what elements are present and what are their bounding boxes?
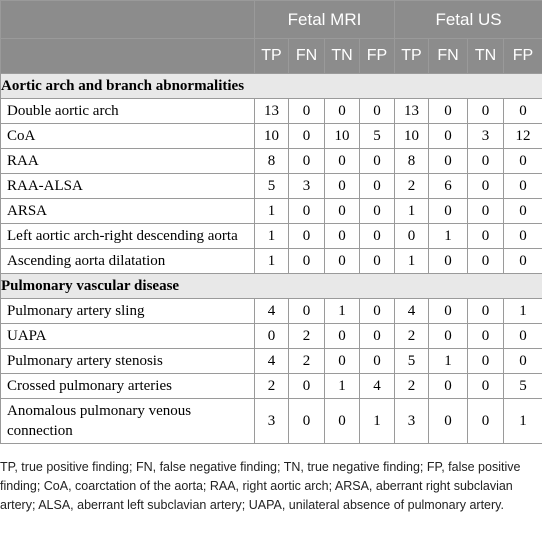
table-cell: 0 bbox=[395, 224, 429, 249]
table-cell: 3 bbox=[289, 174, 325, 199]
table-cell: 0 bbox=[429, 99, 468, 124]
table-cell: 1 bbox=[395, 249, 429, 274]
table-cell: 0 bbox=[504, 99, 542, 124]
table-cell: 0 bbox=[468, 349, 504, 374]
row-label: Anomalous pulmonary venous connection bbox=[1, 399, 255, 444]
table-row bbox=[1, 249, 542, 274]
table-cell: 10 bbox=[325, 124, 360, 149]
table-cell: 2 bbox=[289, 324, 325, 349]
sub-header-us-tn: TN bbox=[468, 39, 504, 74]
table-cell: 4 bbox=[255, 349, 289, 374]
table-row bbox=[1, 374, 542, 399]
table-cell: 0 bbox=[289, 199, 325, 224]
table-cell: 8 bbox=[395, 149, 429, 174]
table-cell: 0 bbox=[289, 399, 325, 444]
table-cell: 0 bbox=[360, 149, 395, 174]
row-label: Pulmonary artery stenosis bbox=[1, 349, 255, 374]
sub-header-us-fn: FN bbox=[429, 39, 468, 74]
table-row bbox=[1, 399, 542, 444]
row-label: Ascending aorta dilatation bbox=[1, 249, 255, 274]
table-cell: 0 bbox=[468, 149, 504, 174]
table-cell: 0 bbox=[360, 349, 395, 374]
table-cell: 0 bbox=[289, 374, 325, 399]
table-cell: 13 bbox=[395, 99, 429, 124]
row-label: Left aortic arch-right descending aorta bbox=[1, 224, 255, 249]
section-title: Pulmonary vascular disease bbox=[1, 274, 542, 299]
table-cell: 0 bbox=[325, 224, 360, 249]
table-cell: 0 bbox=[504, 199, 542, 224]
table-cell: 0 bbox=[468, 99, 504, 124]
table-cell: 1 bbox=[255, 249, 289, 274]
table-cell: 12 bbox=[504, 124, 542, 149]
table-cell: 0 bbox=[504, 224, 542, 249]
table-cell: 0 bbox=[468, 324, 504, 349]
row-label: Double aortic arch bbox=[1, 99, 255, 124]
table-cell: 1 bbox=[255, 199, 289, 224]
table-cell: 0 bbox=[325, 174, 360, 199]
row-label: RAA-ALSA bbox=[1, 174, 255, 199]
table-cell: 1 bbox=[325, 374, 360, 399]
sub-header-us-fp: FP bbox=[504, 39, 542, 74]
table-row bbox=[1, 349, 542, 374]
table-cell: 0 bbox=[429, 249, 468, 274]
table-cell: 0 bbox=[360, 249, 395, 274]
table-cell: 0 bbox=[468, 249, 504, 274]
table-cell: 0 bbox=[429, 324, 468, 349]
table-row bbox=[1, 224, 542, 249]
table-cell: 0 bbox=[504, 149, 542, 174]
sub-header-mri-fp: FP bbox=[360, 39, 395, 74]
table-cell: 0 bbox=[429, 299, 468, 324]
table-row bbox=[1, 149, 542, 174]
table-cell: 0 bbox=[325, 249, 360, 274]
table-cell: 4 bbox=[255, 299, 289, 324]
table-cell: 2 bbox=[395, 374, 429, 399]
table-cell: 0 bbox=[504, 349, 542, 374]
table-cell: 0 bbox=[360, 199, 395, 224]
table-cell: 0 bbox=[360, 324, 395, 349]
table-cell: 5 bbox=[395, 349, 429, 374]
table-cell: 0 bbox=[289, 299, 325, 324]
row-label: CoA bbox=[1, 124, 255, 149]
table-cell: 5 bbox=[504, 374, 542, 399]
section-title: Aortic arch and branch abnormalities bbox=[1, 74, 542, 99]
table-cell: 0 bbox=[360, 224, 395, 249]
table-row bbox=[1, 99, 542, 124]
table-cell: 0 bbox=[325, 324, 360, 349]
table-cell: 0 bbox=[429, 399, 468, 444]
table-row bbox=[1, 124, 542, 149]
table-cell: 0 bbox=[468, 224, 504, 249]
table-cell: 0 bbox=[429, 124, 468, 149]
table-cell: 1 bbox=[504, 299, 542, 324]
header-blank-cell bbox=[1, 39, 255, 74]
header-blank-cell bbox=[1, 1, 255, 39]
table-cell: 1 bbox=[360, 399, 395, 444]
table-cell: 3 bbox=[468, 124, 504, 149]
table-cell: 5 bbox=[360, 124, 395, 149]
table-cell: 13 bbox=[255, 99, 289, 124]
table-cell: 0 bbox=[468, 174, 504, 199]
footnote-text: TP, true positive finding; FN, false negative finding; TN, true negative finding; FP, false positive finding; CoA, coarctation of the aorta; RAA, right aortic arch; ARSA, aberrant right subclavian artery; ALSA, aberrant left subclavian artery; UAPA, unilateral absence of pulmonary artery. bbox=[0, 460, 521, 513]
table-cell: 4 bbox=[360, 374, 395, 399]
row-label: UAPA bbox=[1, 324, 255, 349]
table-cell: 8 bbox=[255, 149, 289, 174]
table-cell: 2 bbox=[395, 324, 429, 349]
table-cell: 3 bbox=[395, 399, 429, 444]
table-cell: 1 bbox=[325, 299, 360, 324]
row-label: RAA bbox=[1, 149, 255, 174]
table-row bbox=[1, 324, 542, 349]
table-cell: 2 bbox=[395, 174, 429, 199]
table-cell: 0 bbox=[504, 324, 542, 349]
sub-header-us-tp: TP bbox=[395, 39, 429, 74]
table-cell: 2 bbox=[289, 349, 325, 374]
table-cell: 6 bbox=[429, 174, 468, 199]
table-row bbox=[1, 299, 542, 324]
section-header-pulmonary bbox=[1, 274, 542, 299]
group-header-row bbox=[1, 1, 542, 39]
row-label: Crossed pulmonary arteries bbox=[1, 374, 255, 399]
sub-header-mri-tp: TP bbox=[255, 39, 289, 74]
table-cell: 0 bbox=[325, 349, 360, 374]
table-cell: 0 bbox=[360, 299, 395, 324]
table-cell: 1 bbox=[255, 224, 289, 249]
table-cell: 5 bbox=[255, 174, 289, 199]
sub-header-mri-fn: FN bbox=[289, 39, 325, 74]
table-cell: 1 bbox=[504, 399, 542, 444]
row-label: ARSA bbox=[1, 199, 255, 224]
table-cell: 0 bbox=[504, 174, 542, 199]
table-cell: 1 bbox=[429, 224, 468, 249]
section-header-aortic bbox=[1, 74, 542, 99]
table-cell: 0 bbox=[468, 199, 504, 224]
table-cell: 0 bbox=[289, 249, 325, 274]
table-cell: 10 bbox=[255, 124, 289, 149]
table-row bbox=[1, 174, 542, 199]
table-cell: 0 bbox=[504, 249, 542, 274]
sub-header-mri-tn: TN bbox=[325, 39, 360, 74]
table-cell: 3 bbox=[255, 399, 289, 444]
row-label: Pulmonary artery sling bbox=[1, 299, 255, 324]
table-cell: 0 bbox=[325, 99, 360, 124]
table-cell: 0 bbox=[255, 324, 289, 349]
table-cell: 0 bbox=[289, 149, 325, 174]
table-cell: 0 bbox=[325, 199, 360, 224]
group-header-fetal-mri: Fetal MRI bbox=[255, 1, 395, 39]
table-cell: 10 bbox=[395, 124, 429, 149]
table-row bbox=[1, 199, 542, 224]
table-cell: 0 bbox=[429, 149, 468, 174]
table-cell: 2 bbox=[255, 374, 289, 399]
table-cell: 0 bbox=[289, 124, 325, 149]
table-cell: 0 bbox=[468, 399, 504, 444]
group-header-fetal-us: Fetal US bbox=[395, 1, 542, 39]
table-footnote bbox=[0, 458, 542, 516]
table-cell: 0 bbox=[289, 99, 325, 124]
table-cell: 0 bbox=[325, 149, 360, 174]
table-cell: 1 bbox=[429, 349, 468, 374]
table-cell: 0 bbox=[360, 174, 395, 199]
table-cell: 1 bbox=[395, 199, 429, 224]
table-cell: 0 bbox=[468, 299, 504, 324]
table-cell: 0 bbox=[289, 224, 325, 249]
table-cell: 0 bbox=[429, 199, 468, 224]
table-cell: 4 bbox=[395, 299, 429, 324]
table-cell: 0 bbox=[468, 374, 504, 399]
sub-header-row bbox=[1, 39, 542, 74]
table-cell: 0 bbox=[325, 399, 360, 444]
table-cell: 0 bbox=[429, 374, 468, 399]
table-cell: 0 bbox=[360, 99, 395, 124]
